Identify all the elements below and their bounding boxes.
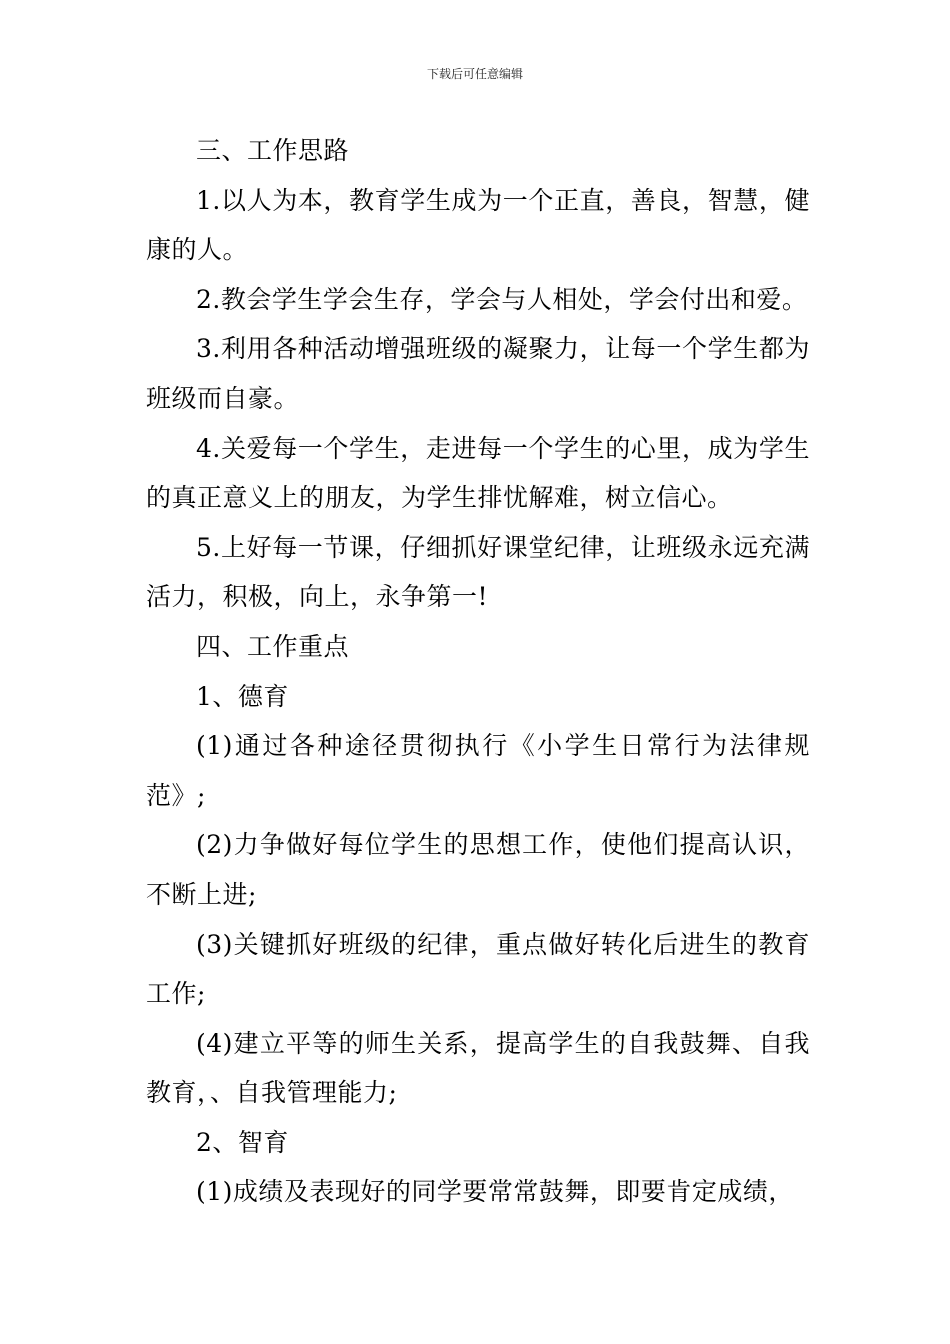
- paragraph-idea-1: 1.以人为本，教育学生成为一个正直，善良，智慧，健康的人。: [146, 185, 810, 265]
- subheading-intellectual-education: 2、智育: [196, 1127, 289, 1157]
- paragraph-moral-4: (4)建立平等的师生关系，提高学生的自我鼓舞、自我教育，、自我管理能力;: [146, 1028, 810, 1108]
- section-heading-work-focus: 四、工作重点: [196, 631, 350, 661]
- page-header: 下载后可任意编辑: [426, 67, 523, 81]
- paragraph-moral-3: (3)关键抓好班级的纪律，重点做好转化后进生的教育工作;: [146, 929, 810, 1009]
- paragraph-idea-5: 5.上好每一节课，仔细抓好课堂纪律，让班级永远充满活力，积极，向上，永争第一!: [146, 532, 810, 612]
- paragraph-intellectual-1: (1)成绩及表现好的同学要常常鼓舞，即要肯定成绩，: [196, 1177, 794, 1207]
- subheading-moral-education: 1、德育: [196, 681, 289, 711]
- paragraph-idea-4: 4.关爱每一个学生，走进每一个学生的心里，成为学生的真正意义上的朋友，为学生排忧解难，树立信心。: [146, 433, 810, 513]
- paragraph-idea-3: 3.利用各种活动增强班级的凝聚力，让每一个学生都为班级而自豪。: [146, 334, 810, 413]
- section-heading-work-ideas: 三、工作思路: [196, 136, 350, 165]
- paragraph-moral-2: (2)力争做好每位学生的思想工作，使他们提高认识，不断上进;: [146, 830, 810, 909]
- document-body: [146, 126, 810, 1217]
- paragraph-idea-2: 2.教会学生学会生存，学会与人相处，学会付出和爱。: [196, 284, 808, 314]
- paragraph-moral-1: (1)通过各种途径贯彻执行《小学生日常行为法律规范》;: [146, 731, 810, 810]
